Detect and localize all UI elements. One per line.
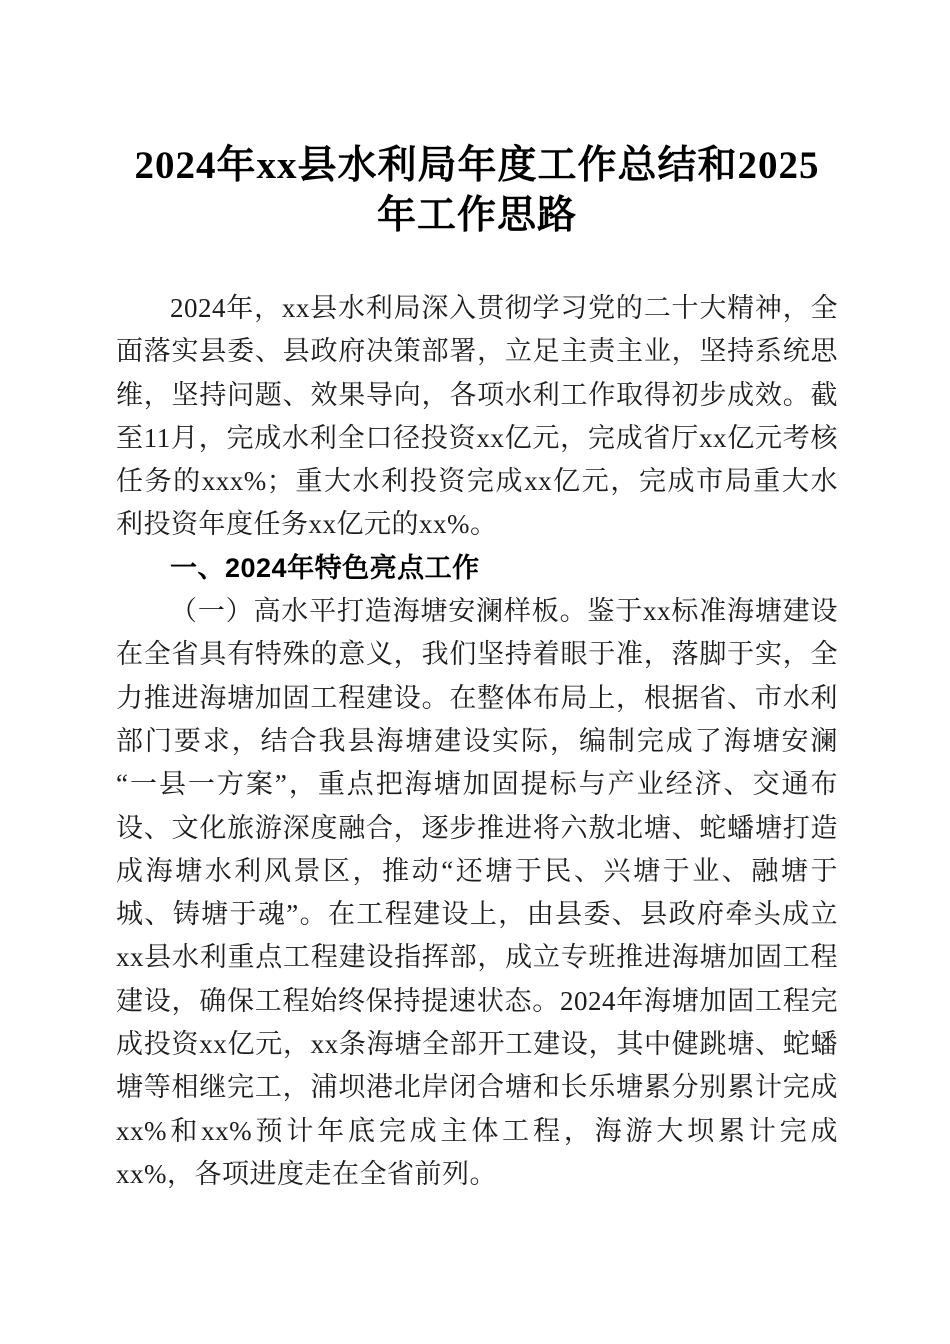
- paragraph-section-one: （一）高水平打造海塘安澜样板。鉴于xx标准海塘建设在全省具有特殊的意义，我们坚持着眼于准，落脚于实，全力推进海塘加固工程建设。在整体布局上，根据省、市水利部门要求，结合我县海塘建设实际，编制完成了海塘安澜“一县一方案”，重点把海塘加固提标与产业经济、交通布设、文化旅游深度融合，逐步推进将六敖北塘、蛇蟠塘打造成海塘水利风景区，推动“还塘于民、兴塘于业、融塘于城、铸塘于魂”。在工程建设上，由县委、县政府牵头成立xx县水利重点工程建设指挥部，成立专班推进海塘加固工程建设，确保工程始终保持提速状态。2024年海塘加固工程完成投资xx亿元，xx条海塘全部开工建设，其中健跳塘、蛇蟠塘等相继完工，浦坝港北岸闭合塘和长乐塘累分别累计完成xx%和xx%预计年底完成主体工程，海游大坝累计完成xx%，各项进度走在全省前列。: [116, 596, 838, 1189]
- document-title: 2024年xx县水利局年度工作总结和2025年工作思路: [134, 144, 820, 237]
- document-content: [116, 0, 838, 1196]
- paragraph-intro: 2024年，xx县水利局深入贯彻学习党的二十大精神，全面落实县委、县政府决策部署，立足主责主业，坚持系统思维，坚持问题、效果导向，各项水利工作取得初步成效。截至11月，完成水利全口径投资xx亿元，完成省厅xx亿元考核任务的xxx%；重大水利投资完成xx亿元，完成市局重大水利投资年度任务xx亿元的xx%。: [116, 293, 838, 540]
- document-body: [116, 287, 838, 1196]
- section-heading: 一、2024年特色亮点工作: [170, 552, 480, 583]
